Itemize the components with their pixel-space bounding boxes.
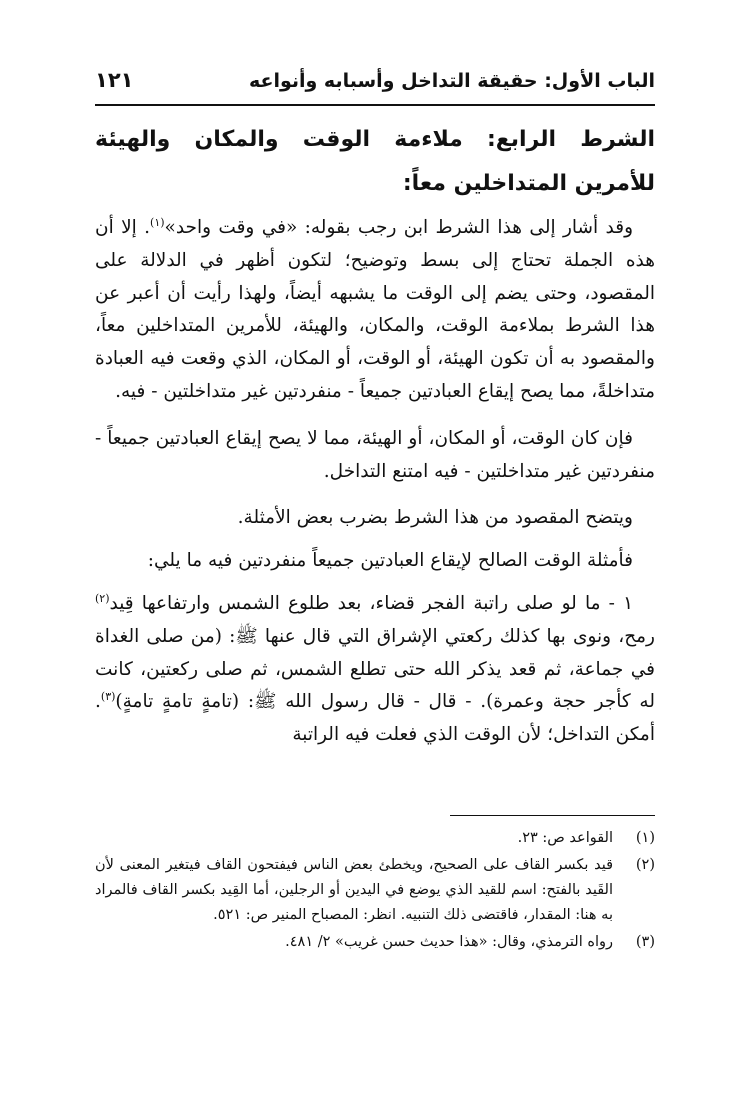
paragraph-3: ويتضح المقصود من هذا الشرط بضرب بعض الأمثلة.	[237, 507, 633, 529]
footnote-text: قيد بكسر القاف على الصحيح، ويخطئ بعض الناس فيفتحون القاف فيتغير المعنى لأن القَيد بالفتح: اسم للقيد الذي يوضع في اليدين أو الرجلين، أما القِيد بكسر القاف فالمراد به هنا: المقدار، فاقتضى ذلك التنبيه. انظر: المصباح المنير ص: ٥٢١.	[95, 857, 613, 923]
paragraph-5-text-a: ١ - ما لو صلى راتبة الفجر قضاء، بعد طلوع الشمس وارتفاعها قِيد	[109, 592, 633, 614]
paragraph-5-text-b: رمح، ونوى بها كذلك ركعتي الإشراق التي قال عنها ﷺ: (من صلى الغداة في جماعة، ثم قعد يذكر الله حتى تطلع الشمس، ثم صلى ركعتين، كانت له كأجر حجة وعمرة). - قال - قال رسول الله ﷺ: (تامةٍ تامةٍ تامةٍ)	[95, 625, 655, 713]
main-text	[95, 118, 655, 766]
footnote-1	[95, 826, 655, 851]
paragraph-1-text-a: وقد أشار إلى هذا الشرط ابن رجب بقوله: «في وقت واحد»	[164, 217, 633, 238]
running-header	[95, 62, 655, 106]
footnote-2	[95, 853, 655, 928]
footnote-number: (٣)	[635, 934, 655, 950]
footnote-number: (١)	[635, 830, 655, 846]
footnotes	[95, 826, 655, 957]
page-number: ١٢١	[95, 68, 134, 92]
paragraph-5	[95, 588, 655, 752]
footnote-text: القواعد ص: ٢٣.	[517, 830, 613, 846]
footnote-text: رواه الترمذي، وقال: «هذا حديث حسن غريب» ٢/ ٤٨١.	[285, 934, 613, 950]
chapter-title: الباب الأول: حقيقة التداخل وأسبابه وأنواعه	[248, 70, 655, 92]
paragraph-4: فأمثلة الوقت الصالح لإيقاع العبادتين جميعاً منفردتين فيه ما يلي:	[147, 550, 633, 572]
paragraph-5-text-c: . أمكن التداخل؛ لأن الوقت الذي فعلت فيه الراتبة	[95, 691, 655, 746]
paragraph-1-text-b: . إلا أن هذه الجملة تحتاج إلى بسط وتوضيح؛ لتكون أظهر في الدلالة على المقصود، وحتى يضم إلى الوقت ما يشبهه أيضاً، ولهذا رأيت أن أعبر عن هذا الشرط بملاءمة الوقت، والمكان، والهيئة، للأمرين المتداخلين معاً، والمقصود به أن تكون الهيئة، أو الوقت، أو المكان، الذي وقعت فيه العبادة متداخلةً، مما يصح إيقاع العبادتين جميعاً - منفردتين غير متداخلتين - فيه.	[95, 217, 655, 402]
footnote-separator	[450, 815, 655, 816]
footnote-ref-2: (٢)	[95, 591, 110, 605]
paragraph-2: فإن كان الوقت، أو المكان، أو الهيئة، مما لا يصح إيقاع العبادتين جميعاً - منفردتين غير متداخلتين - فيه امتنع التداخل.	[95, 427, 655, 482]
footnote-number: (٢)	[635, 857, 655, 873]
paragraph-1	[95, 212, 655, 409]
footnote-ref-3: (٣)	[100, 690, 116, 704]
section-heading: الشرط الرابع: ملاءمة الوقت والمكان والهيئة للأمرين المتداخلين معاً:	[95, 127, 655, 196]
footnote-3	[95, 930, 655, 955]
footnote-ref-1: (١)	[150, 215, 165, 229]
